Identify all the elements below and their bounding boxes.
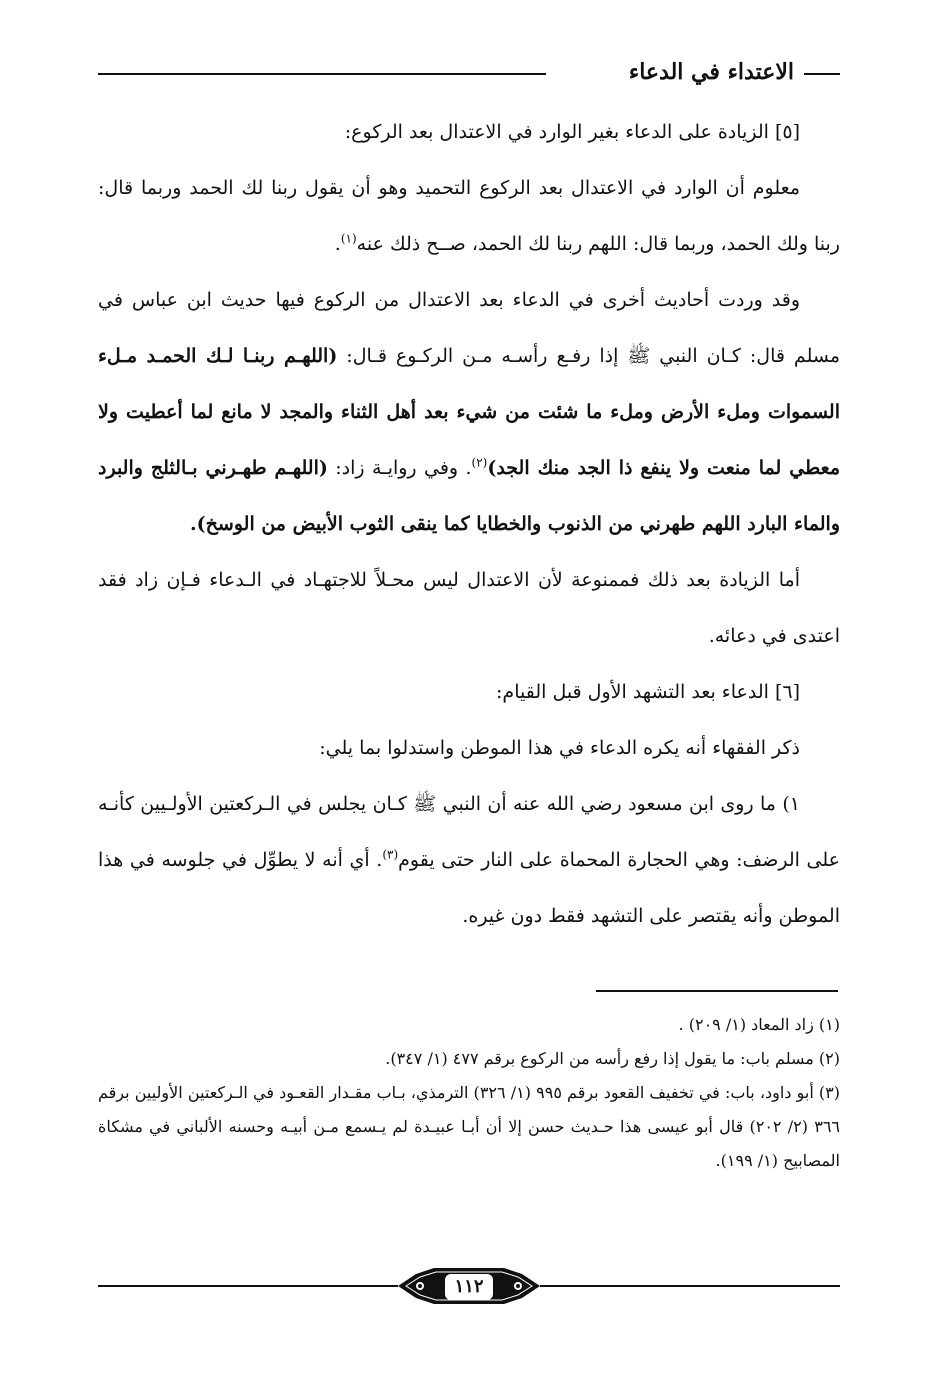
footnote-3: (٣) أبو داود، باب: في تخفيف القعود برقم ٩٩٥ (١/ ٣٢٦) الترمذي، بـاب مقـدار القعـود في الـركعتين الأوليين برقم ٣٦٦ (٢/ ٢٠٢) قال أبو عيسى هذا حـديث حسن إلا أن أبـا عبيـدة لم يـسمع مـن أبيـه وحسنه الألباني في مشكاة المصابيح (١/ ١٩٩). xyxy=(98,1083,841,1170)
footnote-1: (١) زاد المعاد (١/ ٢٠٩) . xyxy=(678,1015,840,1034)
paragraph-evidence-1 xyxy=(98,776,840,944)
section-heading-5: [٥] الزيادة على الدعاء بغير الوارد في الاعتدال بعد الركوع: xyxy=(344,121,800,143)
hadith-quote-1: (اللهـم ربنـا لـك الحمـد مـلء السموات وملء الأرض وملء ما شئت من شيء بعد أهل الثناء والمجد لا مانع لما أعطيت ولا معطي لما منعت ولا ينفع ذا الجد منك الجد) xyxy=(98,345,841,479)
footnote-ref-3: (٣) xyxy=(382,847,399,862)
page-header xyxy=(98,52,840,92)
footnote-ref-2: (٢) xyxy=(471,455,488,470)
running-title: الاعتداء في الدعاء xyxy=(628,59,794,85)
paragraph-tahmid xyxy=(98,160,840,272)
hadith-quote-2: (اللهـم طهـرني بـالثلج والبرد والماء البارد اللهم طهرني من الذنوب والخطايا كما ينقى الثوب الأبيض من الوسخ). xyxy=(98,457,840,535)
footer-rule-right xyxy=(540,1285,840,1287)
page-number: ١١٢ xyxy=(445,1274,493,1300)
paragraph-hadith xyxy=(98,272,840,552)
paragraph-ruling: أما الزيادة بعد ذلك فممنوعة لأن الاعتدال ليس محـلاً للاجتهـاد في الـدعاء فـإن زاد فقد اعتدى في دعائه. xyxy=(98,569,840,647)
footer-rule-left xyxy=(98,1285,398,1287)
footnote-2: (٢) مسلم باب: ما يقول إذا رفع رأسه من الركوع برقم ٤٧٧ (١/ ٣٤٧). xyxy=(385,1049,840,1068)
paragraph-text: معلوم أن الوارد في الاعتدال بعد الركوع التحميد وهو أن يقول ربنا لك الحمد وربما قال: ربنا ولك الحمد، وربما قال: اللهم ربنا لك الحمد، صــح ذلك عنه xyxy=(98,177,840,255)
header-rule-right xyxy=(804,73,840,75)
footnotes xyxy=(98,1008,840,1178)
header-rule-left xyxy=(98,73,546,75)
main-text xyxy=(98,104,840,944)
paragraph-fuqaha: ذكر الفقهاء أنه يكره الدعاء في هذا الموطن واستدلوا بما يلي: xyxy=(319,737,800,759)
paragraph-text: ١) ما روى ابن مسعود رضي الله عنه أن النبي ﷺ كـان يجلس في الـركعتين الأولـيين كأنـه على الرضف: وهي الحجارة المحماة على النار حتى يقوم xyxy=(98,793,840,871)
paragraph-text: . وفي روايـة زاد: xyxy=(327,457,472,479)
section-heading-6: [٦] الدعاء بعد التشهد الأول قبل القيام: xyxy=(496,681,800,703)
paragraph-text: . أي أنه لا يطوِّل في جلوسه في هذا الموطن وأنه يقتصر على التشهد فقط دون غيره. xyxy=(98,849,840,927)
footnote-separator xyxy=(596,990,838,992)
paragraph-text: وقد وردت أحاديث أخرى في الدعاء بعد الاعتدال من الركوع فيها حديث ابن عباس في مسلم قال: كـان النبي ﷺ إذا رفـع رأسـه مـن الركـوع قـال: xyxy=(98,289,840,367)
paragraph-end: . xyxy=(334,233,341,255)
footnote-ref-1: (١) xyxy=(340,231,357,246)
page-footer xyxy=(98,1258,840,1318)
